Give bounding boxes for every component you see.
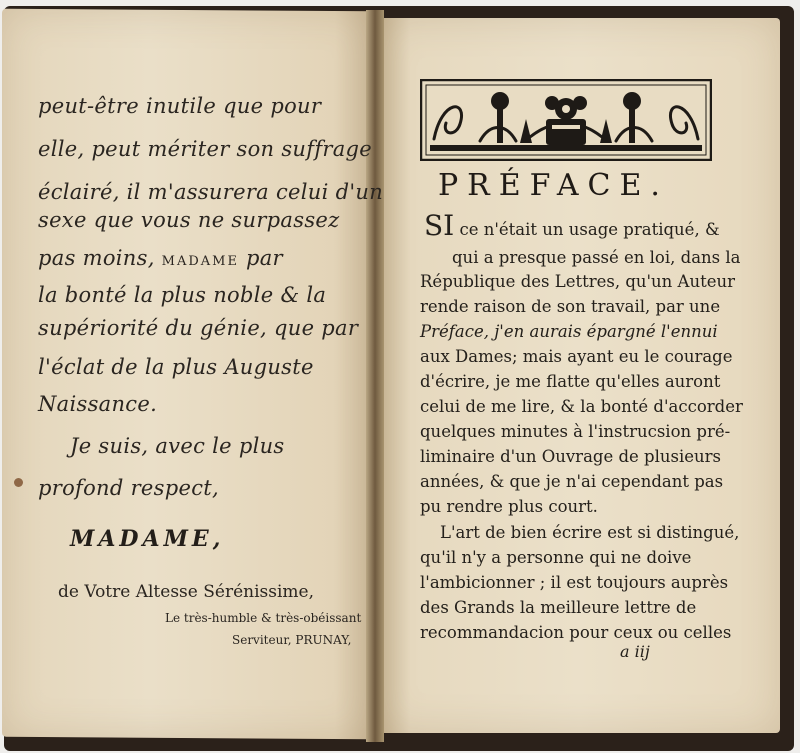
madame-inline: MADAME (161, 254, 239, 269)
left-line-5-text: pas moins, (38, 246, 155, 270)
left-line-1: peut-être inutile que pour (38, 94, 322, 118)
left-line-9: Naissance. (38, 392, 158, 416)
book-gutter (366, 10, 384, 742)
left-line-6: la bonté la plus noble & la (38, 283, 327, 307)
left-line-5 (38, 246, 283, 270)
right-line-17: recommandacion pour ceux ou celles (420, 623, 732, 642)
ornament-headpiece (420, 79, 712, 161)
right-line-14: qu'il n'y a personne qui ne doive (420, 548, 692, 567)
right-line-3: République des Lettres, qu'un Auteur (420, 272, 735, 291)
right-line-12: pu rendre plus court. (420, 497, 598, 516)
ink-spot (14, 478, 23, 487)
closing-line-2: profond respect, (38, 476, 219, 500)
closing-line-1: Je suis, avec le plus (70, 434, 285, 458)
right-line-1-text: ce n'était un usage pratiqué, & (459, 220, 720, 239)
right-line-6: aux Dames; mais ayant eu le courage (420, 347, 733, 366)
right-line-15: l'ambicionner ; il est toujours auprès (420, 573, 729, 592)
right-line-2: qui a presque passé en loi, dans la (452, 248, 741, 267)
signature-line-1: Le très-humble & très-obéissant (165, 611, 362, 625)
right-line-5: Préface, j'en aurais épargné l'ennui (420, 322, 718, 341)
dropcap: SI (424, 209, 455, 242)
right-line-1 (424, 209, 720, 242)
signature-mark: a iij (620, 642, 650, 661)
right-line-7: d'écrire, je me flatte qu'elles auront (420, 372, 721, 391)
right-line-10: liminaire d'un Ouvrage de plusieurs (420, 447, 722, 466)
left-line-8: l'éclat de la plus Auguste (38, 355, 314, 379)
signature-line-2: Serviteur, PRUNAY, (232, 633, 352, 647)
left-line-5-tail: par (245, 246, 283, 270)
preface-title: PRÉFACE. (438, 168, 669, 203)
left-line-3: éclairé, il m'assurera celui d'un (38, 180, 384, 204)
right-line-9: quelques minutes à l'instrucsion pré- (420, 422, 731, 441)
right-line-4: rende raison de son travail, par une (420, 297, 721, 316)
right-line-16: des Grands la meilleure lettre de (420, 598, 697, 617)
left-line-2: elle, peut mériter son suffrage (38, 137, 373, 161)
madame-heading: MADAME, (70, 526, 225, 552)
left-line-4: sexe que vous ne surpassez (38, 208, 340, 232)
altesse-line: de Votre Altesse Sérénissime, (58, 582, 314, 602)
left-line-7: supériorité du génie, que par (38, 316, 359, 340)
right-line-11: années, & que je n'ai cependant pas (420, 472, 724, 491)
right-line-13: L'art de bien écrire est si distingué, (440, 523, 740, 542)
right-line-8: celui de me lire, & la bonté d'accorder (420, 397, 743, 416)
